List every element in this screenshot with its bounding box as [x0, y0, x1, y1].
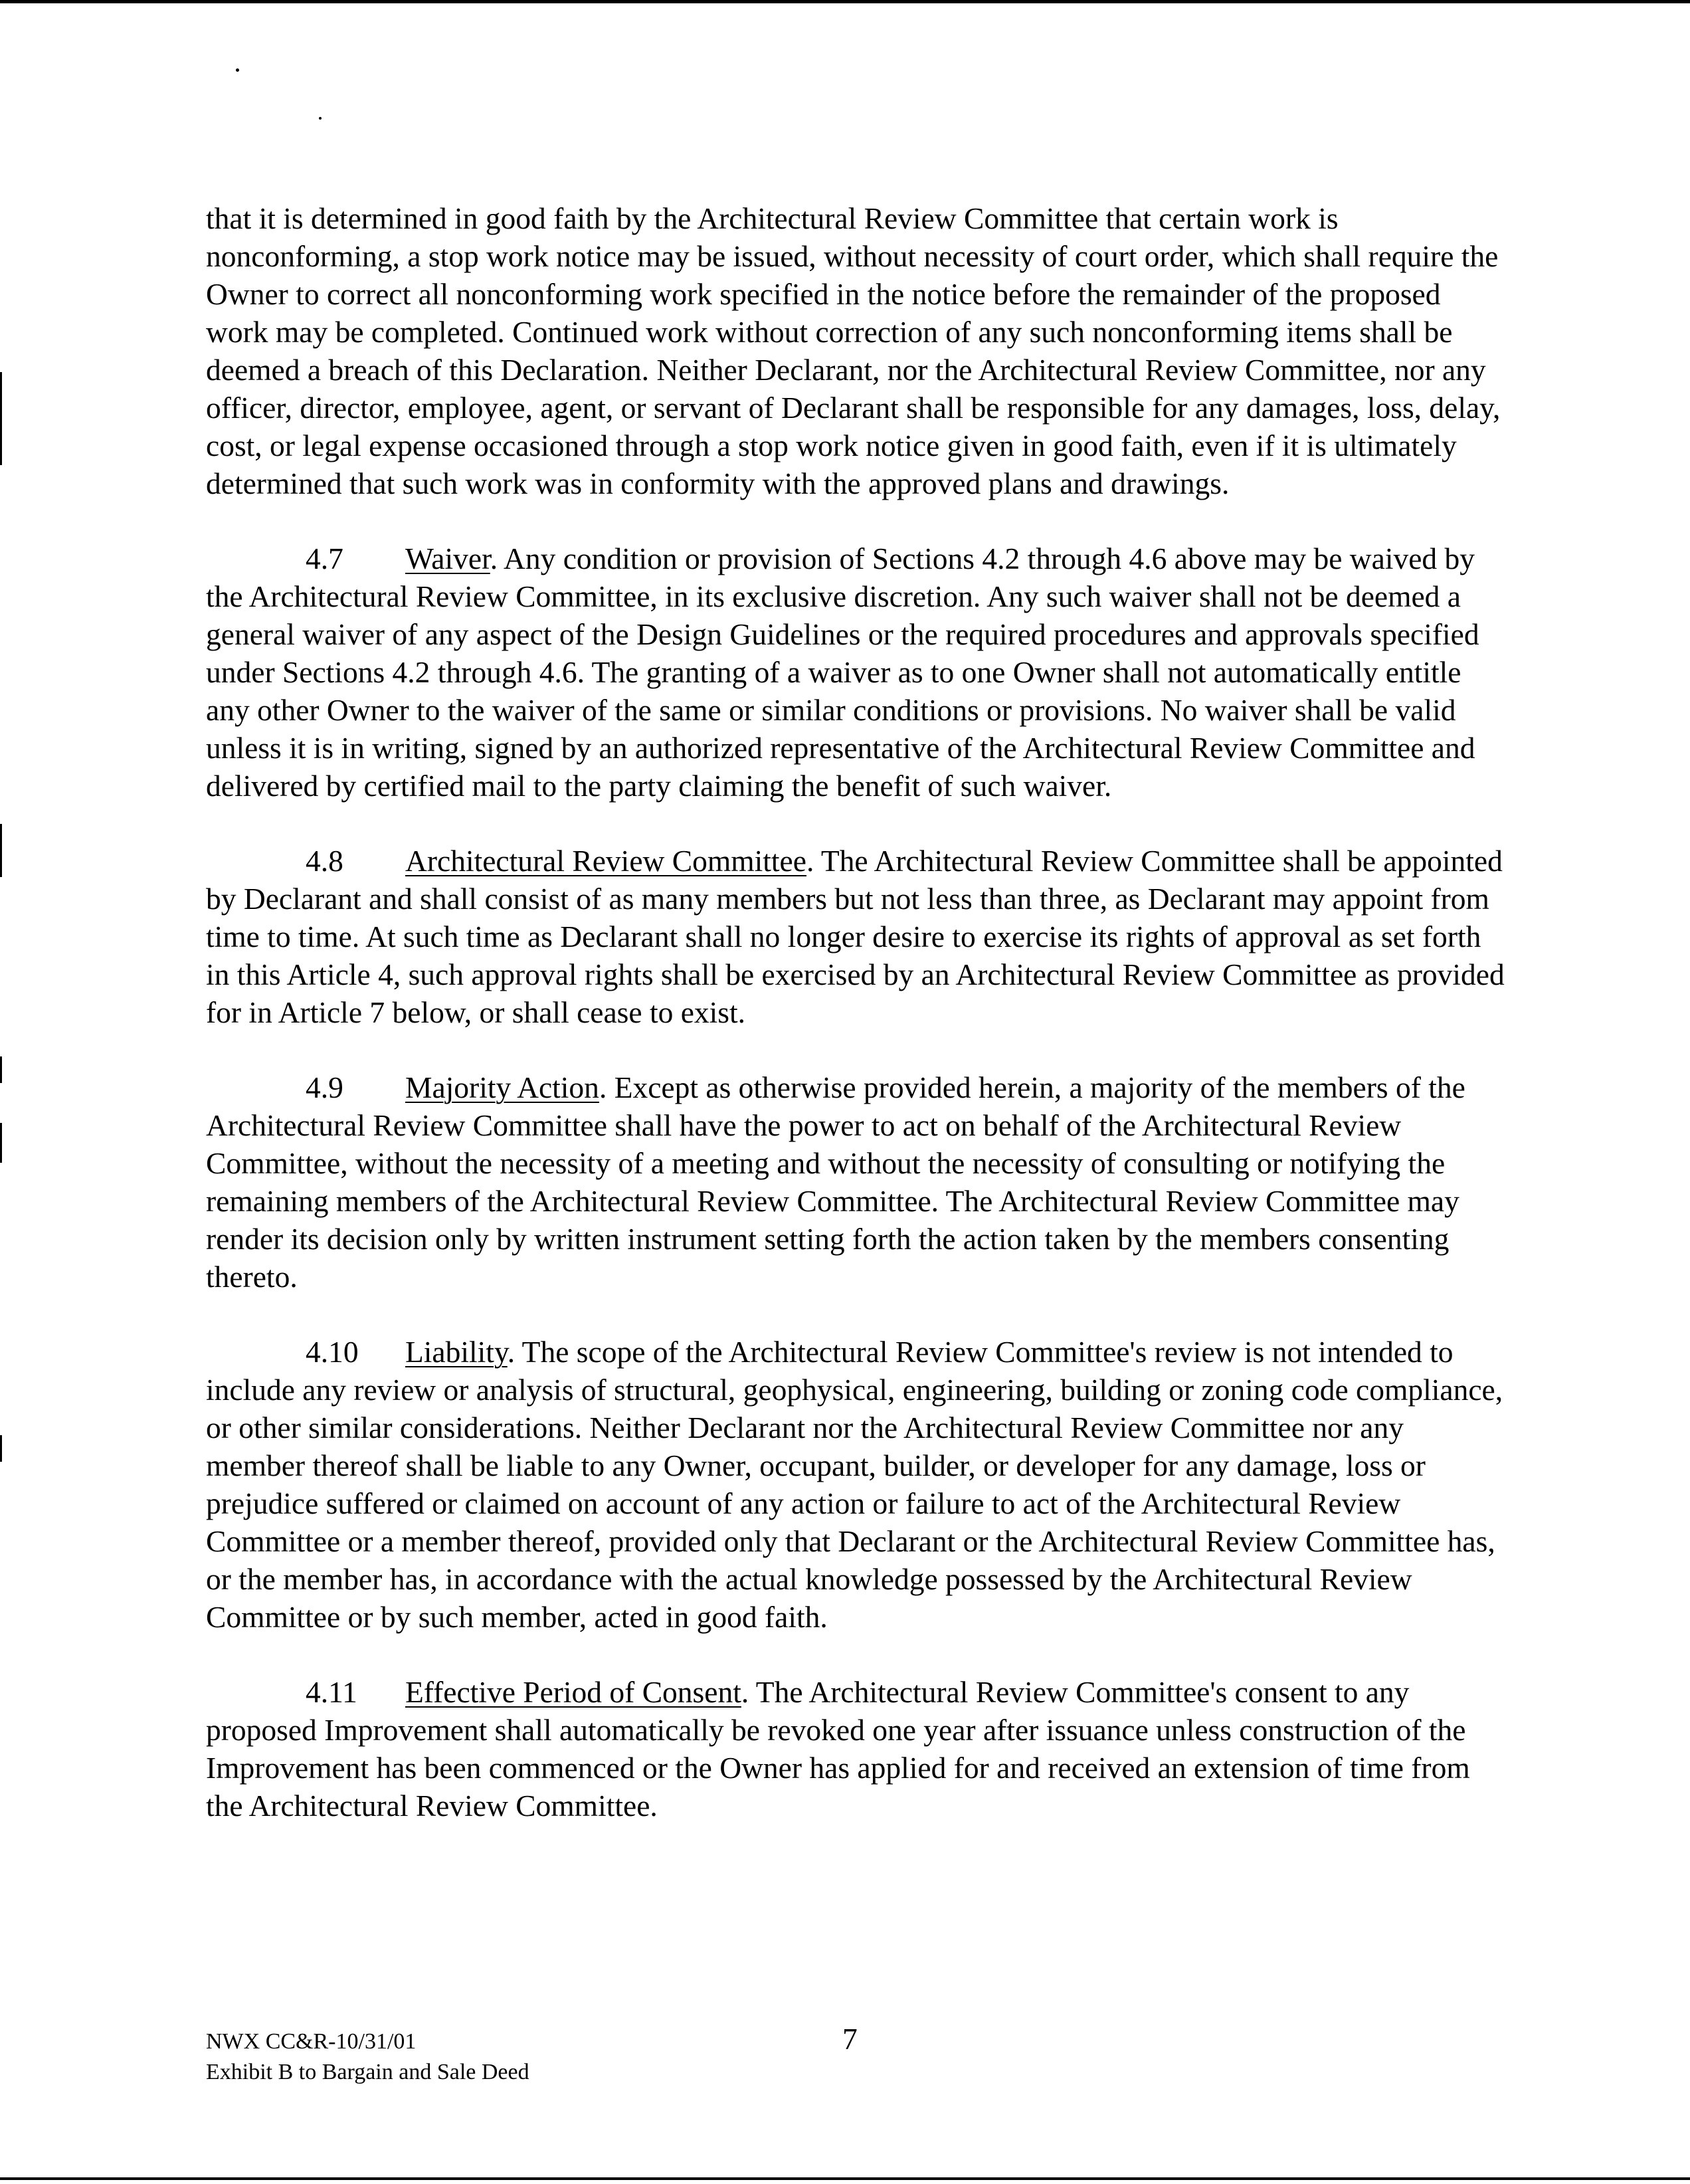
scan-top-border	[0, 0, 1690, 3]
section-heading: Majority Action	[405, 1070, 599, 1104]
section-4-8	[206, 842, 1505, 1031]
section-text: . The Architectural Review Committee's consent to any proposed Improvement shall automatically be revoked one year after issuance unless construction of the Improvement has been commenced or the Owner has applied for and received an extension of time from the Architectural Review Committee.	[206, 1675, 1470, 1823]
section-4-7	[206, 540, 1505, 805]
section-heading: Architectural Review Committee	[405, 844, 806, 878]
scan-speck	[319, 117, 322, 120]
section-heading: Effective Period of Consent	[405, 1675, 741, 1709]
section-heading: Waiver	[405, 542, 490, 575]
section-number: 4.8	[306, 844, 343, 878]
document-body	[206, 199, 1505, 1862]
scan-left-edge-mark	[0, 372, 2, 465]
section-text: . The scope of the Architectural Review Committee's review is not intended to include any review or analysis of structural, geophysical, engineering, building or zoning code compliance, or other similar considerations. Neither Declarant nor the Architectural Review Committee nor any member thereof shall be liable to any Owner, occupant, builder, or developer for any damage, loss or prejudice suffered or claimed on account of any action or failure to act of the Architectural Review Committee or a member thereof, provided only that Declarant or the Architectural Review Committee has, or the member has, in accordance with the actual knowledge possessed by the Architectural Review Committee or by such member, acted in good faith.	[206, 1335, 1503, 1634]
footer-exhibit: Exhibit B to Bargain and Sale Deed	[206, 2060, 529, 2084]
footer-document-info	[206, 2027, 529, 2088]
section-number: 4.7	[306, 542, 343, 575]
section-number: 4.9	[306, 1070, 343, 1104]
section-text: . Any condition or provision of Sections 4.2 through 4.6 above may be waived by the Architectural Review Committee, in its exclusive discretion. Any such waiver shall not be deemed a general waiver of any aspect of the Design Guidelines or the required procedures and approvals specified under Sections 4.2 through 4.6. The granting of a waiver as to one Owner shall not automatically entitle any other Owner to the waiver of the same or similar conditions or provisions. No waiver shall be valid unless it is in writing, signed by an authorized representative of the Architectural Review Committee and delivered by certified mail to the party claiming the benefit of such waiver.	[206, 542, 1479, 803]
section-text: . Except as otherwise provided herein, a majority of the members of the Architectural Review Committee shall have the power to act on behalf of the Architectural Review Committee, without the necessity of a meeting and without the necessity of consulting or notifying the remaining members of the Architectural Review Committee. The Architectural Review Committee may render its decision only by written instrument setting forth the action taken by the members consenting thereto.	[206, 1070, 1465, 1294]
scan-left-edge-mark	[0, 1435, 2, 1462]
scan-bottom-border	[0, 2177, 1690, 2180]
page-number: 7	[842, 2022, 858, 2056]
section-heading: Liability	[405, 1335, 508, 1369]
section-number: 4.10	[306, 1335, 359, 1369]
footer-doc-code: NWX CC&R-10/31/01	[206, 2029, 417, 2054]
scan-left-edge-mark	[0, 1056, 2, 1083]
section-text: . The Architectural Review Committee shall be appointed by Declarant and shall consist of as many members but not less than three, as Declarant may appoint from time to time. At such time as Declarant shall no longer desire to exercise its rights of approval as set forth in this Article 4, such approval rights shall be exercised by an Architectural Review Committee as provided for in Article 7 below, or shall cease to exist.	[206, 844, 1505, 1029]
section-4-11	[206, 1673, 1505, 1825]
scan-left-edge-mark	[0, 1123, 2, 1163]
scan-left-edge-mark	[0, 824, 2, 877]
section-4-9	[206, 1068, 1505, 1296]
section-4-10	[206, 1333, 1505, 1636]
scan-speck	[236, 68, 239, 72]
section-number: 4.11	[306, 1675, 357, 1709]
continuation-paragraph: that it is determined in good faith by the Architectural Review Committee that certain work is nonconforming, a stop work notice may be issued, without necessity of court order, which shall require the Owner to correct all nonconforming work specified in the notice before the remainder of the proposed work may be completed. Continued work without correction of any such nonconforming items shall be deemed a breach of this Declaration. Neither Declarant, nor the Architectural Review Committee, nor any officer, director, employee, agent, or servant of Declarant shall be responsible for any damages, loss, delay, cost, or legal expense occasioned through a stop work notice given in good faith, even if it is ultimately determined that such work was in conformity with the approved plans and drawings.	[206, 201, 1501, 500]
